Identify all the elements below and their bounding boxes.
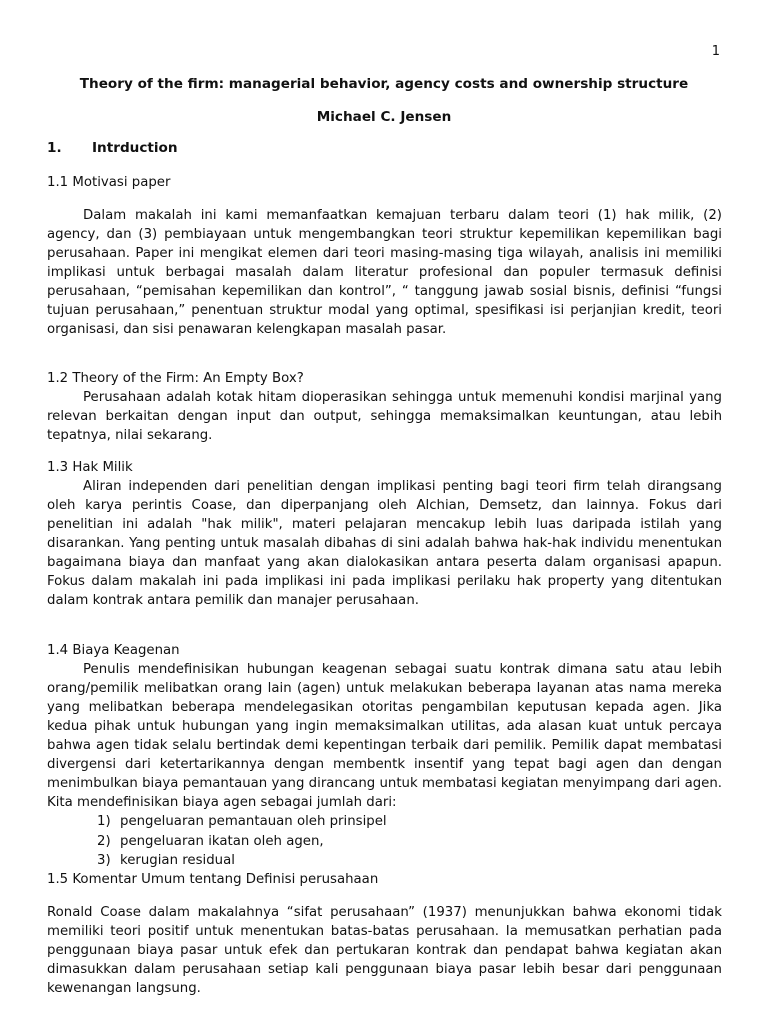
list-item: 3) kerugian residual	[97, 853, 235, 868]
list-item: 2) pengeluaran ikatan oleh agen,	[97, 833, 324, 849]
subsection-1-2	[47, 369, 722, 445]
subsection-heading: 1.4 Biaya Keagenan	[47, 643, 180, 658]
subsection-1-3	[47, 458, 722, 610]
subsection-heading: 1.5 Komentar Umum tentang Definisi perusahaan	[47, 872, 379, 887]
list-item: 1) pengeluaran pemantauan oleh prinsipel	[97, 814, 387, 829]
paragraph: Ronald Coase dalam makalahnya “sifat perusahaan” (1937) menunjukkan bahwa ekonomi tidak memiliki teori positif untuk menentukan batas-batas perusahaan. Ia memusatkan perhatian pada penggunaan biaya pasar untuk efek dan pertukaran kontrak dan pendapat bahwa kegiatan akan dimasukkan dalam perusahaan setiap kali penggunaan biaya pasar lebih besar dari penggunaan kewenangan langsung.	[47, 905, 722, 996]
paragraph: Aliran independen dari penelitian dengan implikasi penting bagi teori firm telah dirangsang oleh karya perintis Coase, dan diperpanjang oleh Alchian, Demsetz, dan lainnya. Fokus dari penelitian ini adalah "hak milik", materi pelajaran mencakup lebih luas daripada istilah yang disarankan. Yang penting untuk masalah dibahas di sini adalah bahwa hak-hak individu menentukan bagaimana biaya dan manfaat yang akan dialokasikan antara peserta dalam organisasi apapun. Fokus dalam makalah ini pada implikasi ini pada implikasi perilaku hak property yang ditentukan dalam kontrak antara pemilik dan manajer perusahaan.	[47, 479, 722, 608]
paper-author: Michael C. Jensen	[316, 109, 452, 125]
subsection-1-5	[47, 870, 722, 998]
section-heading	[47, 140, 178, 156]
paper-title: Theory of the firm: managerial behavior, agency costs and ownership structure	[79, 76, 689, 92]
subsection-1-1	[47, 173, 722, 339]
agency-cost-list	[47, 812, 722, 871]
subsection-heading: 1.3 Hak Milik	[47, 460, 133, 475]
paragraph: Dalam makalah ini kami memanfaatkan kemajuan terbaru dalam teori (1) hak milik, (2) agency, dan (3) pembiayaan untuk mengembangkan teori struktur kepemilikan kepemilikan bagi perusahaan. Paper ini mengikat elemen dari teori masing-masing tiga wilayah, analisis ini memiliki implikasi untuk berbagai masalah dalam literatur profesional dan populer termasuk definisi perusahaan, “pemisahan kepemilikan dan kontrol”, “ tanggung jawab sosial bisnis, definisi “fungsi tujuan perusahaan,” penentuan struktur modal yang optimal, spesifikasi isi perjanjian kredit, teori organisasi, dan sisi penawaran kelengkapan masalah pasar.	[47, 208, 722, 337]
section-number: 1.	[47, 140, 62, 156]
subsection-heading: 1.1 Motivasi paper	[47, 175, 171, 190]
paragraph: Perusahaan adalah kotak hitam dioperasikan sehingga untuk memenuhi kondisi marjinal yang relevan berkaitan dengan input dan output, sehingga memaksimalkan keuntungan, atau lebih tepatnya, nilai sekarang.	[47, 390, 722, 443]
paragraph: Penulis mendefinisikan hubungan keagenan sebagai suatu kontrak dimana satu atau lebih orang/pemilik melibatkan orang lain (agen) untuk melakukan beberapa layanan atas nama mereka yang melibatkan beberapa mendelegasikan otoritas pengambilan keputusan kepada agen. Jika kedua pihak untuk hubungan yang ingin memaksimalkan utilitas, ada alasan kuat untuk percaya bahwa agen tidak selalu bertindak demi kepentingan terbaik dari pemilik. Pemilik dapat membatasi divergensi dari ketertarikannya dengan membentk insentif yang tepat bagi agen dan dengan menimbulkan biaya pemantauan yang dirancang untuk membatasi kegiatan menyimpang dari agen. Kita mendefinisikan biaya agen sebagai jumlah dari:	[47, 662, 722, 810]
subsection-1-4	[47, 641, 722, 871]
page-number: 1	[711, 44, 720, 59]
subsection-heading: 1.2 Theory of the Firm: An Empty Box?	[47, 371, 304, 386]
section-title: Intrduction	[92, 140, 178, 156]
